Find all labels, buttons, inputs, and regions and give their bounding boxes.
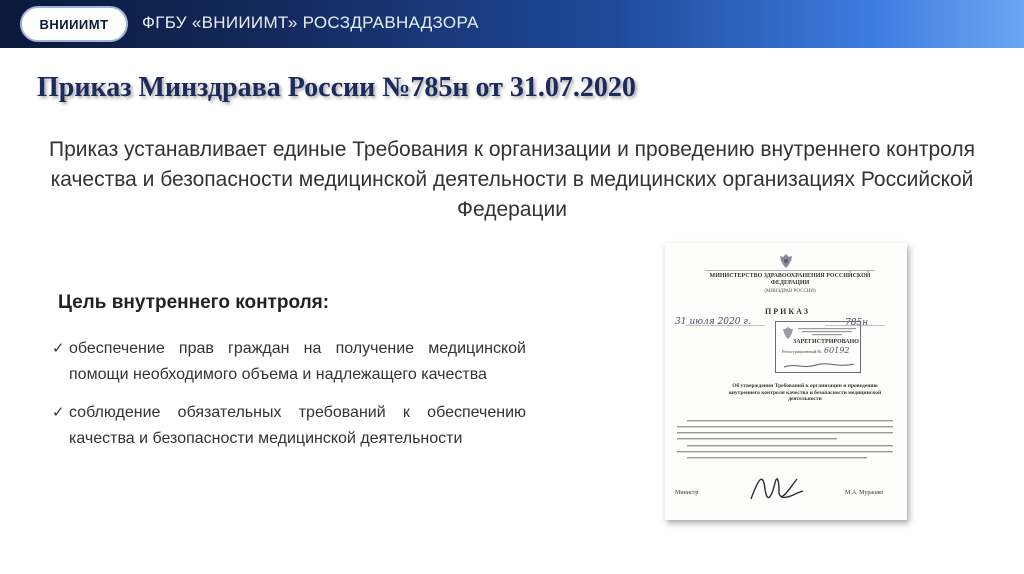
header-bar — [0, 0, 1024, 48]
goal-item-text: обеспечение прав граждан на получение медицинской помощи необходимого объема и надлежащего качества — [69, 340, 526, 383]
doc-approval-title: Об утверждении Требований к организации и проведению внутреннего контроля качества и безопасности медицинской деятельности — [728, 383, 882, 402]
doc-date: 31 июля 2020 г. — [675, 317, 751, 327]
doc-signature-label: Министр — [675, 490, 699, 496]
order-document-image — [665, 243, 907, 520]
goal-item-text: соблюдение обязательных требований к обеспечению качества и безопасности медицинской деятельности — [69, 404, 526, 447]
logo-text: ВНИИИМТ — [39, 16, 109, 32]
stamp-reg-label: Регистрационный № — [782, 349, 822, 354]
intro-text: Приказ устанавливает единые Требования к организации и проведению внутреннего контроля качества и безопасности медицинской деятельности в медицинских организациях Российской Федерации — [48, 138, 976, 221]
doc-minister-name: М.А. Мурашко — [845, 490, 884, 496]
doc-number: 785н — [845, 318, 869, 328]
list-item — [52, 336, 526, 388]
doc-ministry: МИНИСТЕРСТВО ЗДРАВООХРАНЕНИЯ РОССИЙСКОЙ ФЕДЕРАЦИИ — [709, 273, 871, 286]
list-item — [52, 400, 526, 452]
stamp-registered: ЗАРЕГИСТРИРОВАНО — [793, 339, 859, 345]
checkmark-icon: ✓ — [52, 404, 65, 421]
checkmark-icon: ✓ — [52, 340, 65, 357]
org-logo — [20, 6, 128, 42]
doc-ministry-sub: (МИНЗДРАВ РОССИИ) — [764, 289, 816, 294]
goal-list — [52, 336, 526, 464]
org-name: ФГБУ «ВНИИИМТ» РОСЗДРАВНАДЗОРА — [142, 13, 479, 32]
stamp-number: 60192 — [824, 346, 850, 355]
minister-signature — [745, 469, 805, 509]
slide-title: Приказ Минздрава России №785н от 31.07.2020 — [37, 72, 636, 103]
goal-heading: Цель внутреннего контроля: — [58, 292, 330, 313]
doc-order-word: ПРИКАЗ — [765, 307, 810, 316]
